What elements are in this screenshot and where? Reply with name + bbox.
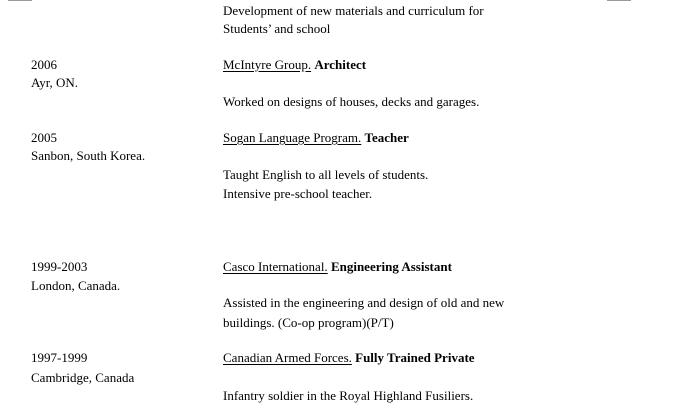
entry-heading [223, 348, 475, 367]
entry-description-line: Assisted in the engineering and design of old and new [223, 295, 505, 310]
entry-heading [223, 55, 366, 74]
entry-heading [223, 257, 452, 276]
entry-organization: Canadian Armed Forces. [223, 350, 352, 365]
entry-description-line: Intensive pre-school teacher. [223, 186, 373, 201]
entry-description-line: Taught English to all levels of students. [223, 167, 429, 182]
page-corner-mark-right [607, 0, 631, 1]
entry-location: Sanbon, South Korea. [31, 148, 146, 163]
entry-year: 2005 [31, 130, 57, 145]
entry-title: Engineering Assistant [330, 259, 452, 274]
page-corner-mark-left [8, 0, 32, 1]
entry-organization: Casco International. [223, 259, 328, 274]
entry-heading [223, 128, 409, 147]
entry-location: London, Canada. [31, 278, 121, 293]
entry-location: Ayr, ON. [31, 75, 79, 90]
entry-organization: McIntyre Group. [223, 57, 312, 72]
entry-description-line: buildings. (Co-op program)(P/T) [223, 315, 394, 330]
entry-title: Teacher [364, 130, 409, 145]
entry-year: 1999-2003 [31, 259, 88, 274]
entry-title: Architect [314, 57, 367, 72]
entry-description-line: Infantry soldier in the Royal Highland Fusiliers. [223, 388, 474, 403]
entry-year: 2006 [31, 57, 57, 72]
entry-description-line: Worked on designs of houses, decks and garages. [223, 94, 480, 109]
intro-line-1: Development of new materials and curriculum for [223, 3, 484, 18]
intro-line-2: Students’ and school [223, 21, 331, 36]
entry-title: Fully Trained Private [355, 350, 475, 365]
entry-location: Cambridge, Canada [31, 370, 135, 385]
entry-year: 1997-1999 [31, 350, 88, 365]
entry-organization: Sogan Language Program. [223, 130, 362, 145]
